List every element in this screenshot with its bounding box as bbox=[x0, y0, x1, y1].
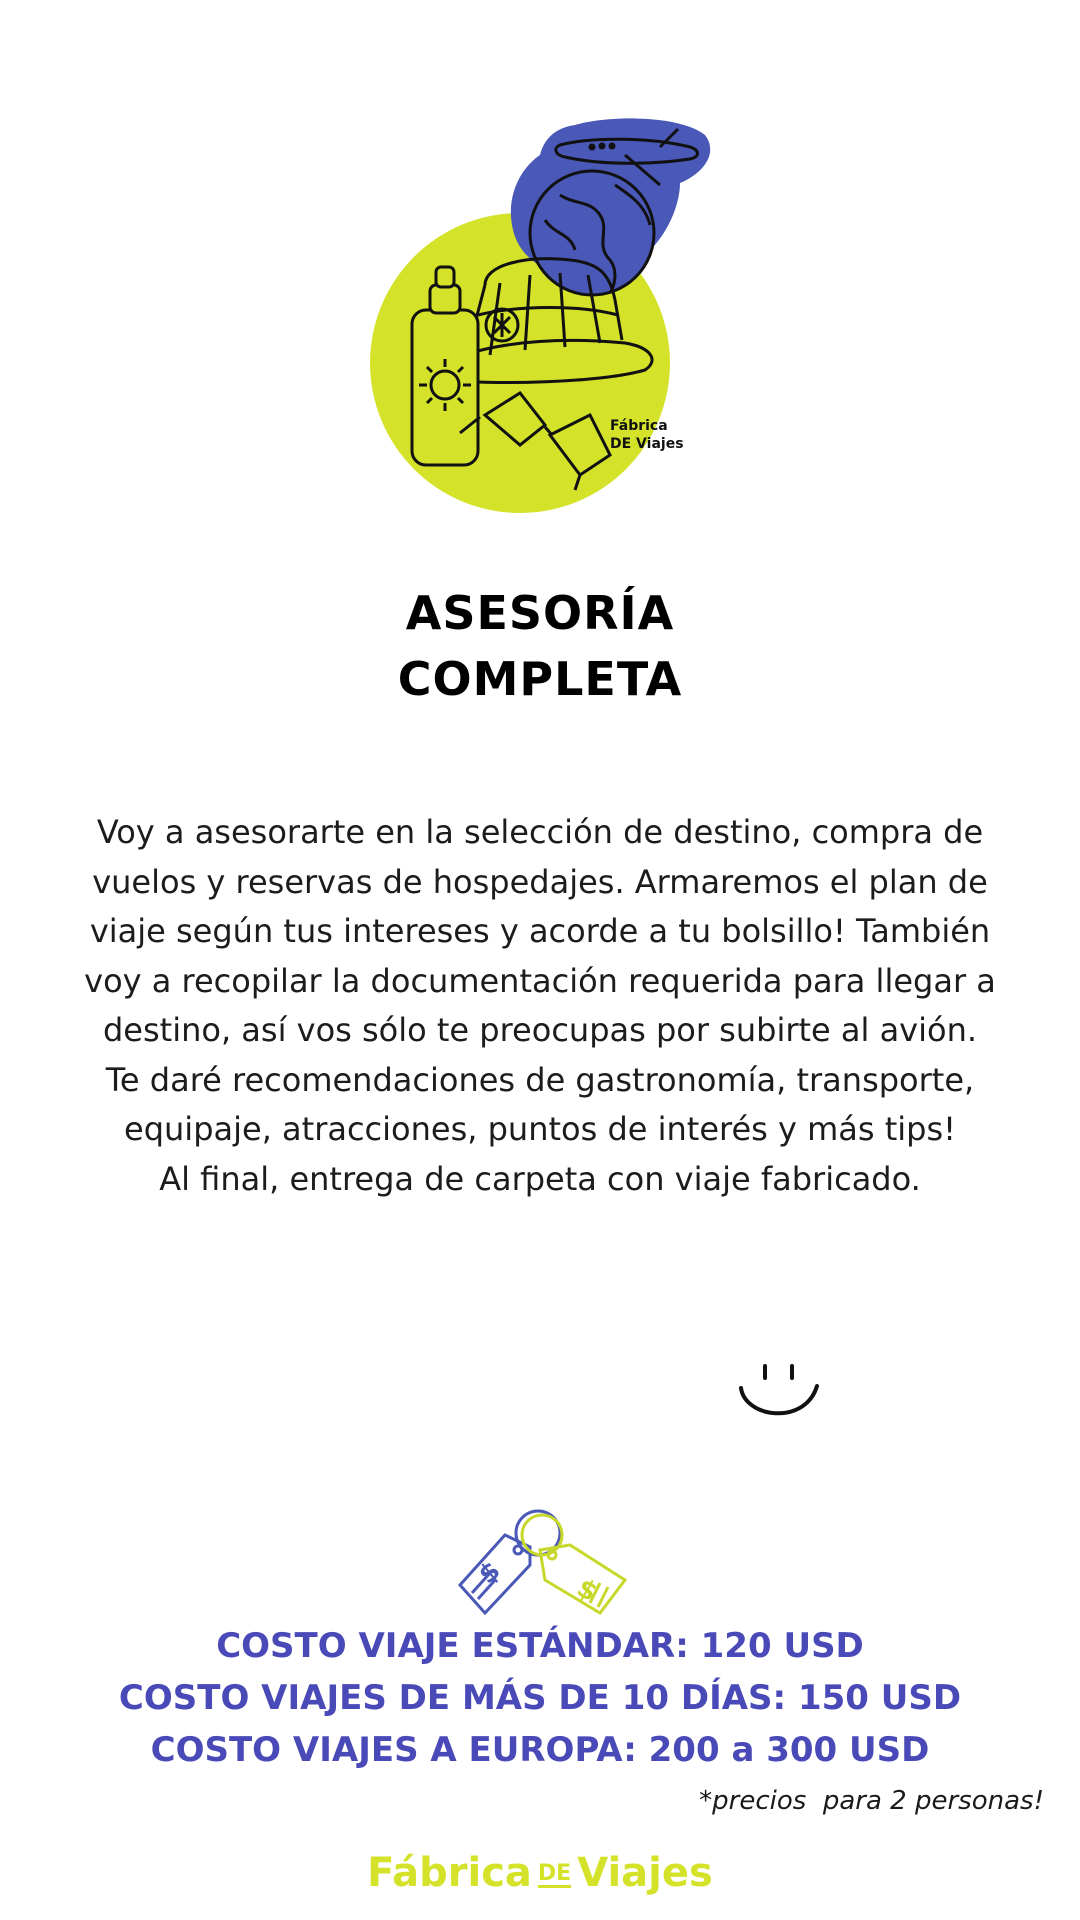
description-line: Al final, entrega de carpeta con viaje fabricado. bbox=[159, 1159, 921, 1198]
brand-part-3: Viajes bbox=[577, 1850, 713, 1896]
price-europe: COSTO VIAJES A EUROPA: 200 a 300 USD bbox=[150, 1730, 930, 1770]
description-line: voy a recopilar la documentación requerida para llegar a bbox=[84, 961, 996, 1000]
price-list bbox=[0, 1620, 1080, 1776]
description-line: destino, así vos sólo te preocupas por subirte al avión. bbox=[102, 1011, 978, 1049]
smiley-face-icon bbox=[735, 1358, 825, 1428]
description-line: Te daré recomendaciones de gastronomía, transporte, bbox=[105, 1060, 975, 1099]
svg-text:$: $ bbox=[571, 1573, 603, 1609]
brand-logo bbox=[0, 1850, 1080, 1896]
description-line: vuelos y reservas de hospedajes. Armaremos el plan de bbox=[92, 862, 988, 901]
price-standard: COSTO VIAJE ESTÁNDAR: 120 USD bbox=[216, 1626, 864, 1666]
price-tags-icon bbox=[450, 1505, 630, 1615]
title-line-1: ASESORÍA bbox=[405, 586, 675, 640]
brand-part-1: Fábrica bbox=[367, 1850, 532, 1896]
brand-part-2: DE bbox=[537, 1860, 572, 1886]
service-description bbox=[50, 808, 1030, 1204]
title-line-2: COMPLETA bbox=[397, 652, 683, 706]
svg-text:$: $ bbox=[473, 1555, 507, 1591]
description-line: Voy a asesorarte en la selección de destino, compra de bbox=[96, 813, 984, 851]
travel-illustration bbox=[360, 115, 720, 525]
travel-items-icon bbox=[360, 115, 720, 525]
page-title bbox=[0, 580, 1080, 712]
price-long-trip: COSTO VIAJES DE MÁS DE 10 DÍAS: 150 USD bbox=[118, 1678, 962, 1718]
illustration-brand-logo-2: DE Viajes bbox=[610, 436, 684, 452]
globe-icon bbox=[530, 171, 654, 295]
illustration-brand-logo: Fábrica bbox=[610, 418, 668, 434]
description-line: equipaje, atracciones, puntos de interés y más tips! bbox=[124, 1110, 956, 1148]
description-line: viaje según tus intereses y acorde a tu bolsillo! También bbox=[89, 912, 991, 950]
price-note: *precios para 2 personas! bbox=[699, 1786, 1044, 1816]
